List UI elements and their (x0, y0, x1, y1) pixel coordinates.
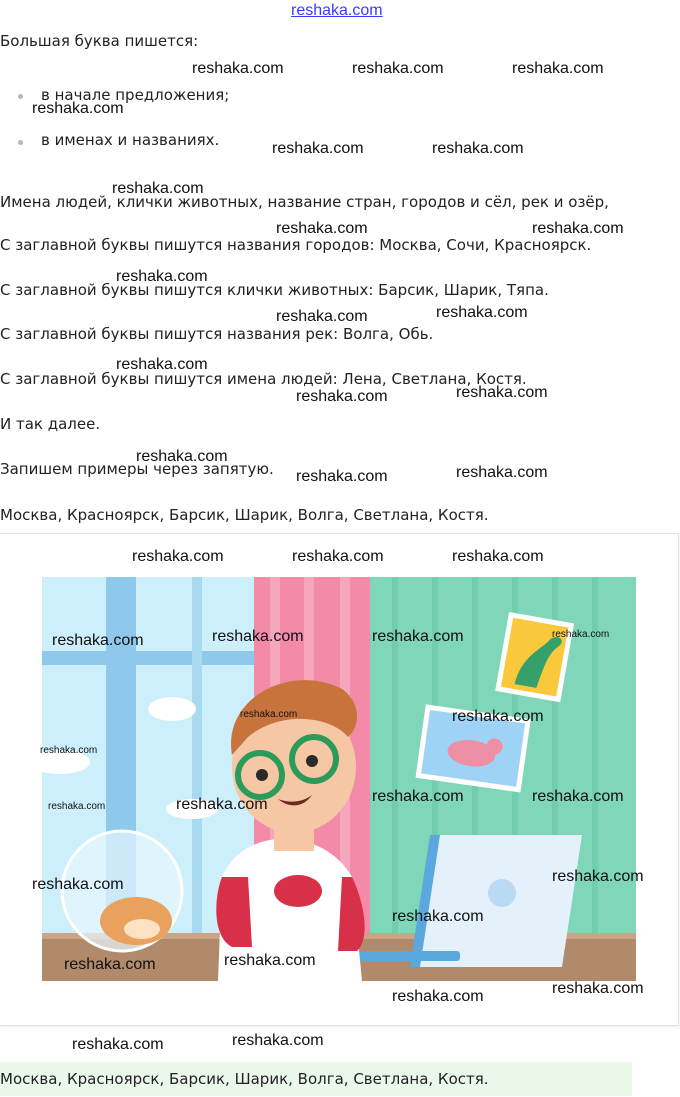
watermark: reshaka.com (296, 468, 388, 485)
paragraph: С заглавной буквы пишутся названия городов: Москва, Сочи, Красноярск. (0, 236, 592, 254)
watermark: reshaka.com (352, 60, 444, 77)
watermark: reshaka.com (52, 632, 144, 649)
watermark: reshaka.com (272, 140, 364, 157)
watermark: reshaka.com (32, 876, 124, 893)
watermark: reshaka.com (132, 548, 224, 565)
watermark: reshaka.com (456, 464, 548, 481)
bullet-dot (18, 94, 23, 99)
watermark: reshaka.com (512, 60, 604, 77)
watermark: reshaka.com (40, 745, 98, 756)
watermark: reshaka.com (192, 60, 284, 77)
watermark: reshaka.com (452, 708, 544, 725)
paragraph-examples: Москва, Красноярск, Барсик, Шарик, Волга, Светлана, Костя. (0, 506, 489, 524)
paragraph: С заглавной буквы пишутся названия рек: Волга, Обь. (0, 325, 434, 343)
watermark: reshaka.com (372, 788, 464, 805)
paragraph: Имена людей, клички животных, название стран, городов и сёл, рек и озёр, (0, 193, 609, 211)
watermark: reshaka.com (436, 304, 528, 321)
watermark: reshaka.com (48, 801, 106, 812)
answer-text: Москва, Красноярск, Барсик, Шарик, Волга, Светлана, Костя. (0, 1070, 489, 1088)
rule-item-1: в начале предложения; (41, 86, 230, 104)
watermark: reshaka.com (552, 629, 610, 640)
watermark: reshaka.com (276, 308, 368, 325)
watermark: reshaka.com (64, 956, 156, 973)
watermark: reshaka.com (116, 268, 208, 285)
watermark: reshaka.com (392, 988, 484, 1005)
watermark: reshaka.com (276, 220, 368, 237)
watermark: reshaka.com (32, 100, 124, 117)
watermark: reshaka.com (292, 548, 384, 565)
watermark: reshaka.com (296, 388, 388, 405)
watermark: reshaka.com (552, 868, 644, 885)
watermark: reshaka.com (232, 1032, 324, 1049)
watermark: reshaka.com (532, 220, 624, 237)
watermark: reshaka.com (212, 628, 304, 645)
rule-intro: Большая буква пишется: (0, 32, 199, 50)
watermark: reshaka.com (456, 384, 548, 401)
paragraph: И так далее. (0, 415, 101, 433)
paragraph: С заглавной буквы пишутся клички животных: Барсик, Шарик, Тяпа. (0, 281, 549, 299)
rule-item-2: в именах и названиях. (41, 131, 220, 149)
watermark: reshaka.com (176, 796, 268, 813)
paragraph: Запишем примеры через запятую. (0, 460, 274, 478)
watermark: reshaka.com (240, 709, 298, 720)
watermark: reshaka.com (452, 548, 544, 565)
watermark: reshaka.com (432, 140, 524, 157)
watermark: reshaka.com (392, 908, 484, 925)
watermark: reshaka.com (72, 1036, 164, 1053)
watermark: reshaka.com (224, 952, 316, 969)
watermark: reshaka.com (372, 628, 464, 645)
bullet-dot (18, 140, 23, 145)
watermark: reshaka.com (552, 980, 644, 997)
paragraph: С заглавной буквы пишутся имена людей: Лена, Светлана, Костя. (0, 370, 527, 388)
watermark: reshaka.com (532, 788, 624, 805)
watermark: reshaka.com (116, 356, 208, 373)
answer-box (0, 1062, 632, 1096)
watermark: reshaka.com (112, 180, 204, 197)
watermark: reshaka.com (136, 448, 228, 465)
site-link[interactable]: reshaka.com (291, 2, 383, 19)
